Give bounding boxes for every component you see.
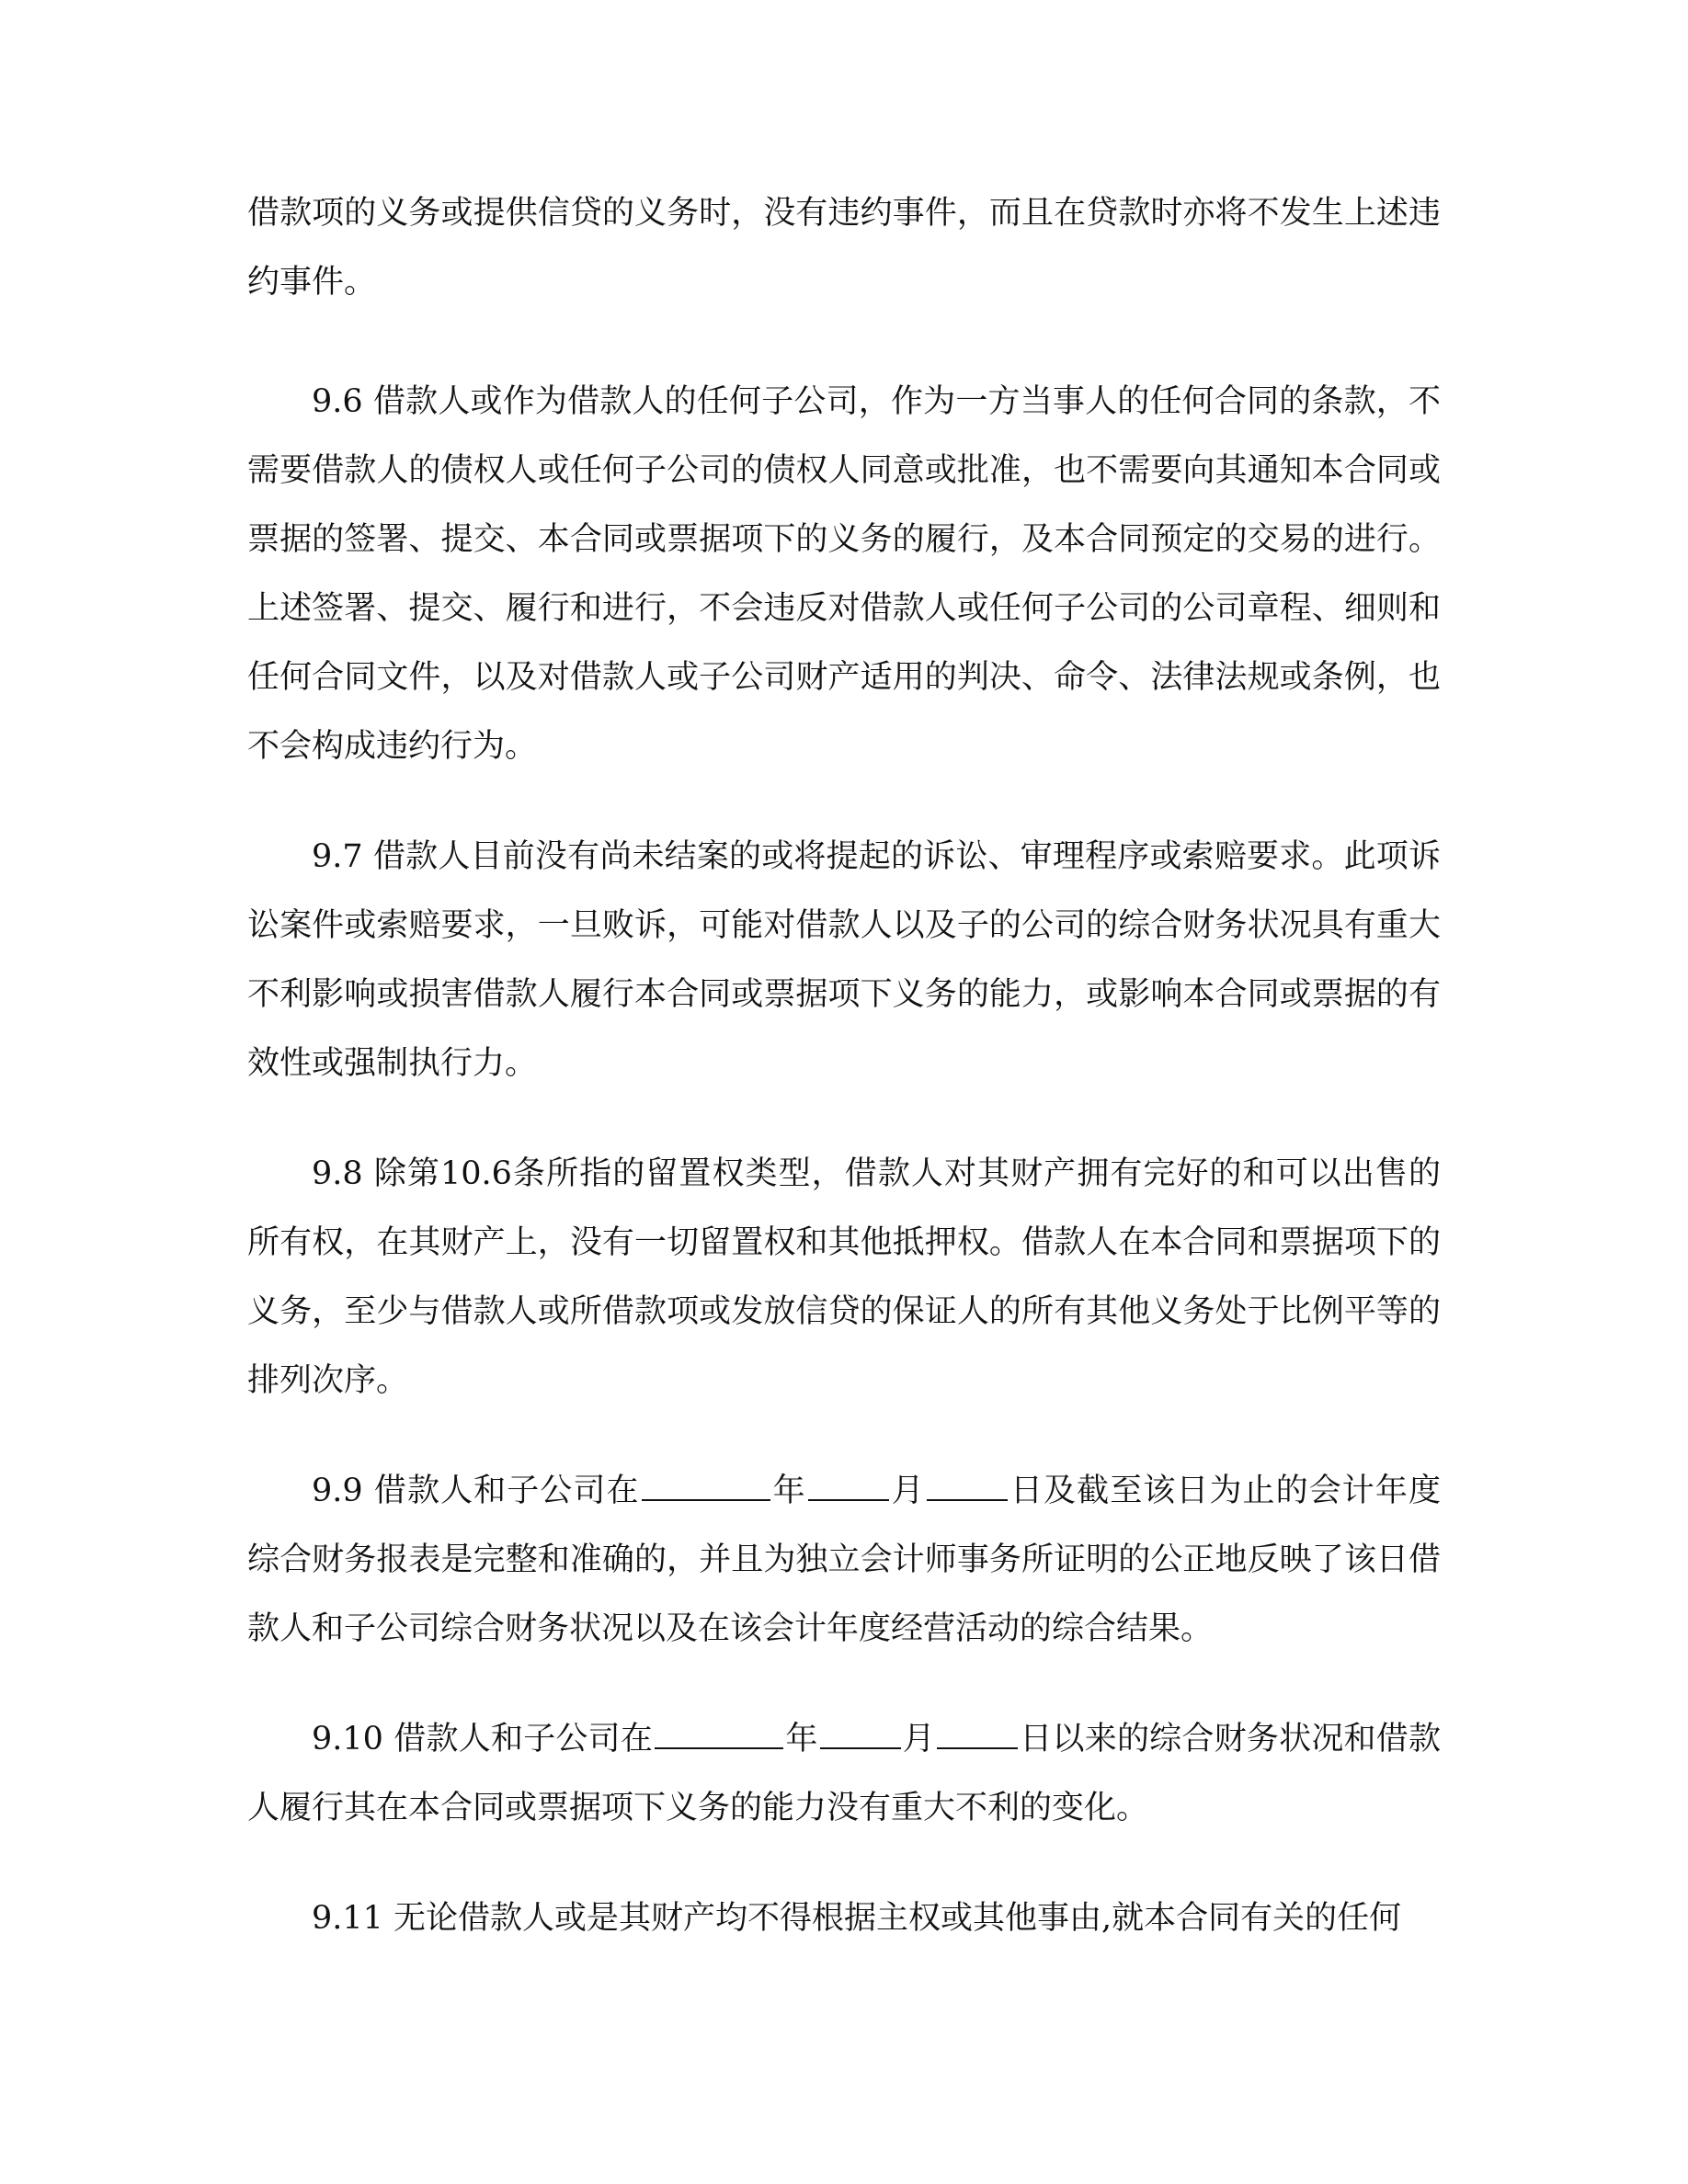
paragraph-continuation	[247, 179, 1441, 317]
month-label: 月	[902, 1721, 936, 1757]
paragraph-9-11	[247, 1884, 1441, 1953]
paragraph-9-6	[247, 368, 1441, 781]
year-label: 年	[771, 1473, 806, 1509]
year-label: 年	[785, 1721, 818, 1757]
paragraph-9-10	[247, 1705, 1441, 1843]
clause-lead: 9.9 借款人和子公司在	[312, 1473, 640, 1509]
clause-rest: 日及截至该日为止的会计年度综合财务报表是完整和准确的，并且为独立会计师事务所证明的公正地反映了该日借款人和子公司综合财务状况以及在该会计年度经营活动的综合结果。	[247, 1473, 1441, 1647]
paragraph-9-9	[247, 1457, 1441, 1664]
paragraph-text: 9.11 无论借款人或是其财产均不得根据主权或其他事由,就本合同有关的任何	[312, 1900, 1402, 1937]
year-blank	[655, 1720, 783, 1749]
paragraph-text: 9.7 借款人目前没有尚未结案的或将提起的诉讼、审理程序或索赔要求。此项诉讼案件或索赔要求，一旦败诉，可能对借款人以及子的公司的综合财务状况具有重大不利影响或损害借款人履行本合同或票据项下义务的能力，或影响本合同或票据的有效性或强制执行力。	[247, 838, 1441, 1082]
year-blank	[642, 1472, 770, 1501]
paragraph-text: 借款项的义务或提供信贷的义务时，没有违约事件，而且在贷款时亦将不发生上述违约事件。	[247, 195, 1441, 301]
paragraph-text: 9.8 除第10.6条所指的留置权类型，借款人对其财产拥有完好的和可以出售的所有权，在其财产上，没有一切留置权和其他抵押权。借款人在本合同和票据项下的义务，至少与借款人或所借款项或发放信贷的保证人的所有其他义务处于比例平等的排列次序。	[247, 1155, 1441, 1399]
paragraph-9-8	[247, 1140, 1441, 1416]
day-blank	[927, 1472, 1008, 1501]
clause-lead: 9.10 借款人和子公司在	[312, 1721, 654, 1757]
day-blank	[937, 1720, 1018, 1749]
month-blank	[820, 1720, 901, 1749]
clause-rest: 日以来的综合财务状况和借款人履行其在本合同或票据项下义务的能力没有重大不利的变化。	[247, 1721, 1441, 1826]
month-blank	[808, 1472, 889, 1501]
paragraph-9-7	[247, 823, 1441, 1098]
month-label: 月	[890, 1473, 925, 1509]
paragraph-text: 9.6 借款人或作为借款人的任何子公司，作为一方当事人的任何合同的条款，不需要借款人的债权人或任何子公司的债权人同意或批准，也不需要向其通知本合同或票据的签署、提交、本合同或票据项下的义务的履行，及本合同预定的交易的进行。上述签署、提交、履行和进行，不会违反对借款人或任何子公司的公司章程、细则和任何合同文件，以及对借款人或子公司财产适用的判决、命令、法律法规或条例，也不会构成违约行为。	[247, 383, 1441, 765]
